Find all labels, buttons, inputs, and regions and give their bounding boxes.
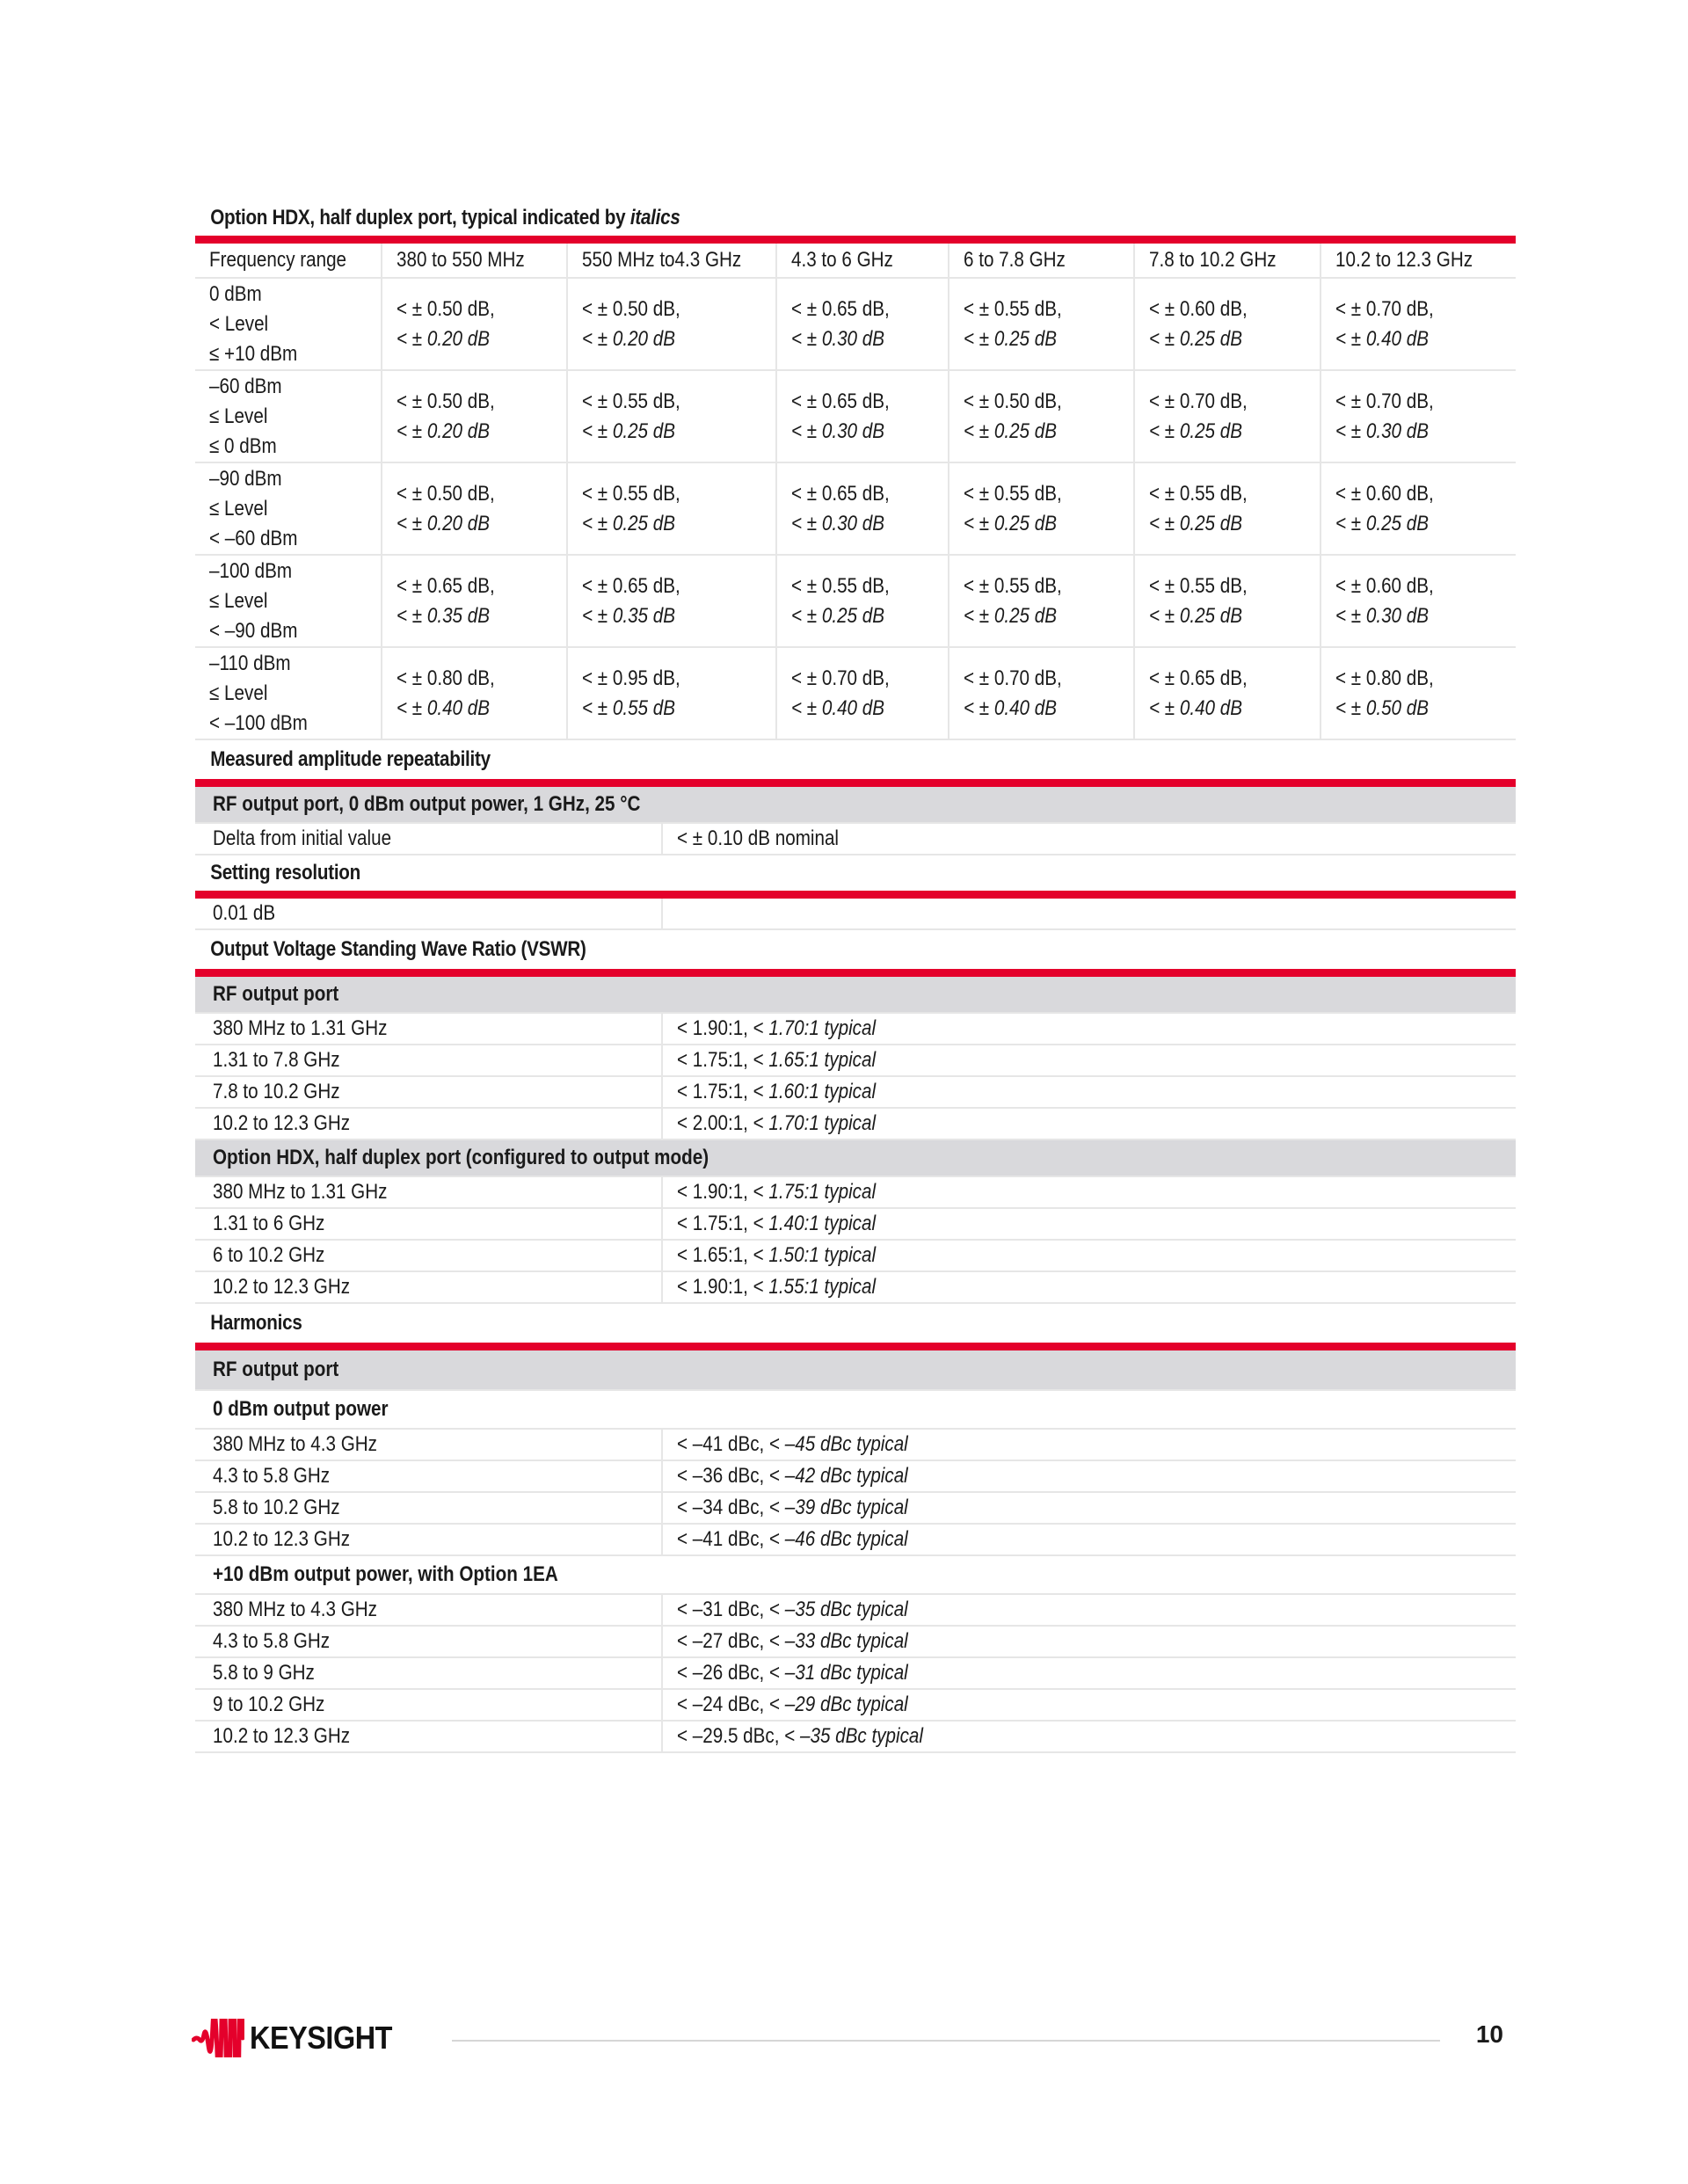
table-row — [195, 1077, 1516, 1109]
column-header: 380 to 550 MHz — [382, 244, 567, 278]
row-value: < –26 dBc, < –31 dBc typical — [677, 1661, 908, 1685]
value-cell: < ± 0.80 dB, < ± 0.50 dB — [1321, 647, 1516, 739]
row-label: 1.31 to 7.8 GHz — [195, 1045, 663, 1075]
column-header: 6 to 7.8 GHz — [949, 244, 1134, 278]
row-value: < 1.75:1, < 1.40:1 typical — [677, 1212, 877, 1235]
row-label: 0.01 dB — [195, 899, 663, 928]
table-row — [195, 1045, 1516, 1077]
value-cell: < ± 0.55 dB, < ± 0.25 dB — [567, 370, 776, 462]
column-header: 550 MHz to4.3 GHz — [567, 244, 776, 278]
row-label: 4.3 to 5.8 GHz — [195, 1461, 663, 1491]
table-row — [195, 1722, 1516, 1753]
harmonics-subgroup-header: +10 dBm output power, with Option 1EA — [195, 1556, 1516, 1595]
table-row — [195, 1109, 1516, 1140]
table-row — [195, 1272, 1516, 1304]
table-row — [195, 1595, 1516, 1627]
value-cell: < ± 0.50 dB, < ± 0.20 dB — [382, 278, 567, 370]
row-label: 380 MHz to 4.3 GHz — [195, 1430, 663, 1460]
value-cell: < ± 0.50 dB, < ± 0.25 dB — [949, 370, 1134, 462]
value-cell: < ± 0.55 dB, < ± 0.25 dB — [949, 555, 1134, 647]
row-value: < –27 dBc, < –33 dBc typical — [677, 1629, 908, 1653]
value-cell: < ± 0.50 dB, < ± 0.20 dB — [382, 462, 567, 555]
page-footer — [192, 2013, 1512, 2066]
row-value: < –41 dBc, < –46 dBc typical — [677, 1527, 908, 1551]
row-value: < –29.5 dBc, < –35 dBc typical — [677, 1724, 923, 1748]
row-label: 380 MHz to 4.3 GHz — [195, 1595, 663, 1625]
row-value — [663, 899, 677, 928]
footer-rule — [452, 2040, 1440, 2042]
value-cell: < ± 0.55 dB, < ± 0.25 dB — [567, 462, 776, 555]
row-value: < 1.75:1, < 1.65:1 typical — [677, 1048, 877, 1072]
hdx-table-title: Option HDX, half duplex port, typical indicated by italics — [210, 206, 680, 229]
value-cell: < ± 0.55 dB, < ± 0.25 dB — [949, 278, 1134, 370]
repeatability-group-header: RF output port, 0 dBm output power, 1 GHz, 25 °C — [195, 787, 1516, 824]
harmonics-title: Harmonics — [210, 1311, 302, 1335]
level-cell: 0 dBm < Level ≤ +10 dBm — [195, 278, 382, 370]
vswr-title: Output Voltage Standing Wave Ratio (VSWR) — [210, 937, 586, 961]
table-row — [195, 1209, 1516, 1241]
value-cell: < ± 0.60 dB, < ± 0.25 dB — [1134, 278, 1321, 370]
value-cell: < ± 0.60 dB, < ± 0.30 dB — [1321, 555, 1516, 647]
row-label: 5.8 to 9 GHz — [195, 1658, 663, 1688]
vswr-group-header: Option HDX, half duplex port (configured to output mode) — [195, 1140, 1516, 1177]
resolution-title: Setting resolution — [210, 861, 361, 885]
column-header: 10.2 to 12.3 GHz — [1321, 244, 1516, 278]
table-row — [195, 1525, 1516, 1556]
row-label: 10.2 to 12.3 GHz — [195, 1525, 663, 1554]
row-value: < 2.00:1, < 1.70:1 typical — [677, 1111, 877, 1135]
row-label: 10.2 to 12.3 GHz — [195, 1272, 663, 1302]
keysight-logo — [192, 2019, 408, 2057]
table-row — [195, 1014, 1516, 1045]
row-value: < –41 dBc, < –45 dBc typical — [677, 1432, 908, 1456]
table-row — [195, 899, 1516, 930]
harmonics-subgroup-header: 0 dBm output power — [195, 1391, 1516, 1430]
value-cell: < ± 0.65 dB, < ± 0.40 dB — [1134, 647, 1321, 739]
row-value: < 1.65:1, < 1.50:1 typical — [677, 1243, 877, 1267]
row-label: 380 MHz to 1.31 GHz — [195, 1177, 663, 1207]
row-label: 5.8 to 10.2 GHz — [195, 1493, 663, 1523]
section-divider — [195, 891, 1516, 899]
keysight-wave-icon — [192, 2019, 244, 2057]
repeatability-title: Measured amplitude repeatability — [210, 747, 491, 771]
table-row — [195, 1690, 1516, 1722]
datasheet-page — [195, 0, 1516, 1753]
column-header: Frequency range — [195, 244, 382, 278]
row-value: < –34 dBc, < –39 dBc typical — [677, 1496, 908, 1519]
row-label: 380 MHz to 1.31 GHz — [195, 1014, 663, 1044]
value-cell: < ± 0.65 dB, < ± 0.35 dB — [567, 555, 776, 647]
brand-name: KEYSIGHT — [250, 2020, 393, 2056]
row-label: 10.2 to 12.3 GHz — [195, 1722, 663, 1751]
section-divider — [195, 969, 1516, 977]
row-value: < 1.90:1, < 1.55:1 typical — [677, 1275, 877, 1299]
section-divider — [195, 1343, 1516, 1350]
value-cell: < ± 0.65 dB, < ± 0.35 dB — [382, 555, 567, 647]
table-header-row — [195, 244, 1516, 278]
row-label: 10.2 to 12.3 GHz — [195, 1109, 663, 1139]
level-cell: –100 dBm ≤ Level < –90 dBm — [195, 555, 382, 647]
row-label: 9 to 10.2 GHz — [195, 1690, 663, 1720]
hdx-accuracy-table — [195, 244, 1516, 740]
level-cell: –60 dBm ≤ Level ≤ 0 dBm — [195, 370, 382, 462]
table-row — [195, 1493, 1516, 1525]
value-cell: < ± 0.50 dB, < ± 0.20 dB — [567, 278, 776, 370]
column-header: 4.3 to 6 GHz — [776, 244, 949, 278]
value-cell: < ± 0.70 dB, < ± 0.40 dB — [1321, 278, 1516, 370]
value-cell: < ± 0.65 dB, < ± 0.30 dB — [776, 370, 949, 462]
row-label: 4.3 to 5.8 GHz — [195, 1627, 663, 1656]
value-cell: < ± 0.65 dB, < ± 0.30 dB — [776, 278, 949, 370]
row-label: 6 to 10.2 GHz — [195, 1241, 663, 1270]
value-cell: < ± 0.65 dB, < ± 0.30 dB — [776, 462, 949, 555]
row-value: < –36 dBc, < –42 dBc typical — [677, 1464, 908, 1488]
table-row — [195, 1241, 1516, 1272]
page-number: 10 — [1475, 2020, 1503, 2048]
value-cell: < ± 0.70 dB, < ± 0.30 dB — [1321, 370, 1516, 462]
table-row — [195, 278, 1516, 370]
table-row — [195, 1658, 1516, 1690]
table-row — [195, 1461, 1516, 1493]
row-value: < ± 0.10 dB nominal — [677, 826, 840, 850]
value-cell: < ± 0.55 dB, < ± 0.25 dB — [949, 462, 1134, 555]
table-row — [195, 370, 1516, 462]
level-cell: –90 dBm ≤ Level < –60 dBm — [195, 462, 382, 555]
table-row — [195, 647, 1516, 739]
row-label: Delta from initial value — [195, 824, 663, 854]
value-cell: < ± 0.95 dB, < ± 0.55 dB — [567, 647, 776, 739]
table-row — [195, 824, 1516, 855]
row-value: < 1.90:1, < 1.75:1 typical — [677, 1180, 877, 1204]
row-value: < 1.90:1, < 1.70:1 typical — [677, 1016, 877, 1040]
row-label: 7.8 to 10.2 GHz — [195, 1077, 663, 1107]
value-cell: < ± 0.55 dB, < ± 0.25 dB — [1134, 555, 1321, 647]
table-row — [195, 555, 1516, 647]
value-cell: < ± 0.80 dB, < ± 0.40 dB — [382, 647, 567, 739]
row-label: 1.31 to 6 GHz — [195, 1209, 663, 1239]
row-value: < –24 dBc, < –29 dBc typical — [677, 1693, 908, 1716]
value-cell: < ± 0.60 dB, < ± 0.25 dB — [1321, 462, 1516, 555]
value-cell: < ± 0.70 dB, < ± 0.40 dB — [949, 647, 1134, 739]
section-divider — [195, 779, 1516, 787]
harmonics-group-header: RF output port — [195, 1350, 1516, 1391]
level-cell: –110 dBm ≤ Level < –100 dBm — [195, 647, 382, 739]
section-divider — [195, 236, 1516, 244]
table-row — [195, 462, 1516, 555]
table-row — [195, 1627, 1516, 1658]
vswr-group-header: RF output port — [195, 977, 1516, 1014]
column-header: 7.8 to 10.2 GHz — [1134, 244, 1321, 278]
value-cell: < ± 0.70 dB, < ± 0.40 dB — [776, 647, 949, 739]
table-row — [195, 1430, 1516, 1461]
table-row — [195, 1177, 1516, 1209]
value-cell: < ± 0.70 dB, < ± 0.25 dB — [1134, 370, 1321, 462]
value-cell: < ± 0.50 dB, < ± 0.20 dB — [382, 370, 567, 462]
value-cell: < ± 0.55 dB, < ± 0.25 dB — [1134, 462, 1321, 555]
value-cell: < ± 0.55 dB, < ± 0.25 dB — [776, 555, 949, 647]
row-value: < –31 dBc, < –35 dBc typical — [677, 1598, 908, 1621]
row-value: < 1.75:1, < 1.60:1 typical — [677, 1080, 877, 1103]
